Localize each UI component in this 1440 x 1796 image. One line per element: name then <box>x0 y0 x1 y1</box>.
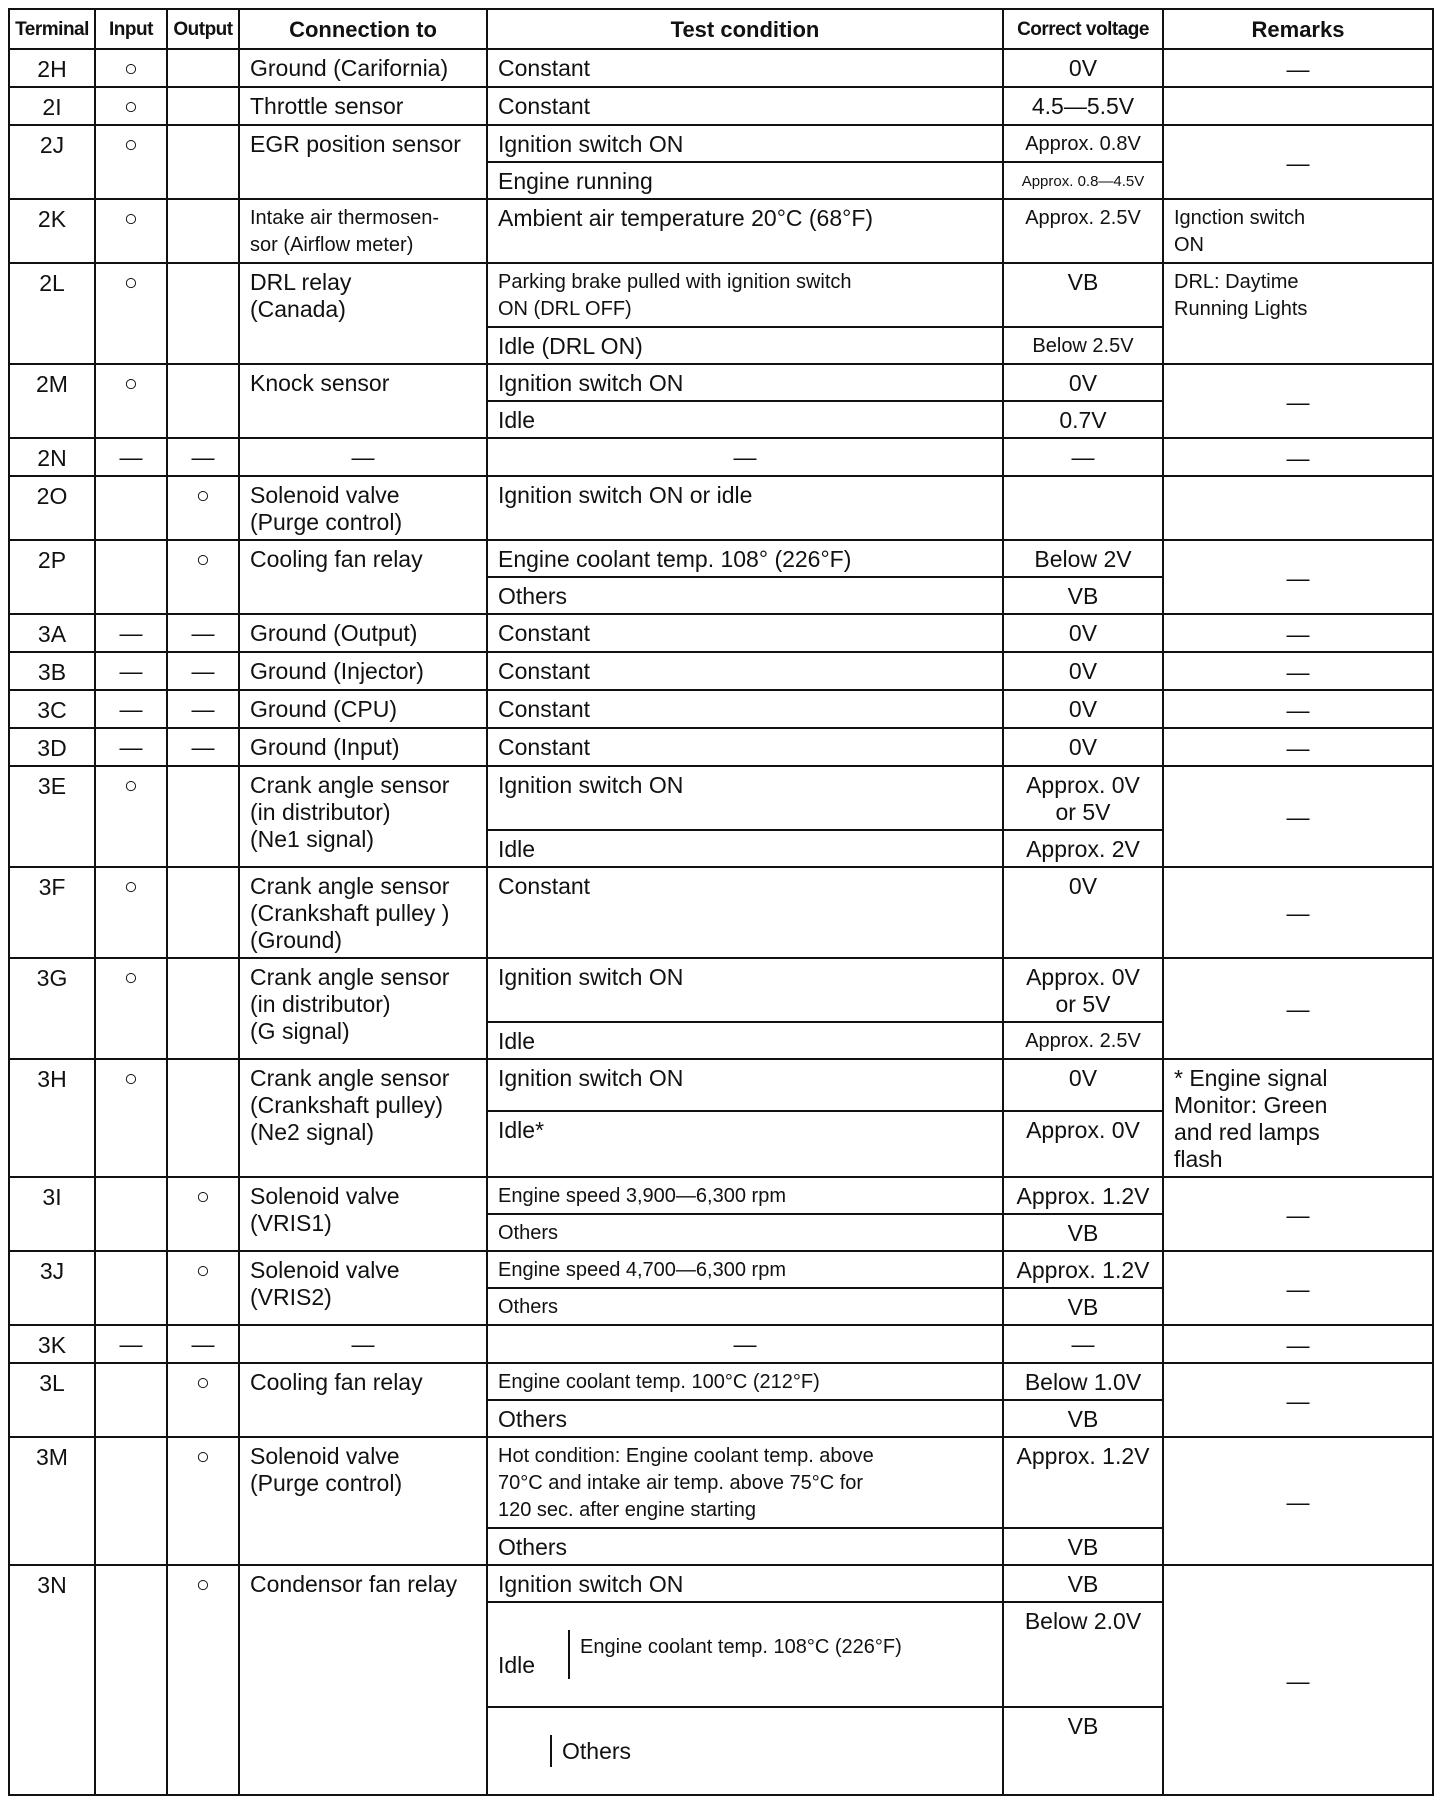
connection-cell: Cooling fan relay <box>239 540 487 614</box>
terminal-cell: 3C <box>9 690 95 728</box>
remarks-cell: DRL: Daytime Running Lights <box>1163 263 1433 364</box>
test-condition-cell: Constant <box>487 867 1003 958</box>
table-row <box>9 690 1433 728</box>
input-header: Input <box>95 9 167 49</box>
test-condition-cell: Idle <box>487 401 1003 438</box>
output-cell <box>167 1059 239 1177</box>
output-cell <box>167 867 239 958</box>
output-cell <box>167 87 239 125</box>
output-cell: — <box>167 438 239 476</box>
header-row <box>9 9 1433 49</box>
voltage-cell: Approx. 0.8—4.5V <box>1003 162 1163 199</box>
table-row <box>9 1363 1433 1400</box>
remarks-cell: — <box>1163 652 1433 690</box>
remarks-cell <box>1163 87 1433 125</box>
test-condition-cell: Others <box>487 577 1003 614</box>
remarks-cell: — <box>1163 438 1433 476</box>
test-condition-split-cell <box>487 1707 1003 1795</box>
remarks-cell: — <box>1163 364 1433 438</box>
output-cell: — <box>167 652 239 690</box>
input-cell: ○ <box>95 125 167 199</box>
output-cell <box>167 49 239 87</box>
terminal-cell: 3M <box>9 1437 95 1565</box>
table-row <box>9 1251 1433 1288</box>
test-condition-cell: Ignition switch ON <box>487 364 1003 401</box>
terminal-cell: 3A <box>9 614 95 652</box>
table-row <box>9 958 1433 1022</box>
table-row <box>9 364 1433 401</box>
output-cell <box>167 958 239 1059</box>
test-condition-cell: Constant <box>487 690 1003 728</box>
terminal-voltage-table <box>8 8 1434 1796</box>
connection-cell: Intake air thermosen- sor (Airflow meter) <box>239 199 487 263</box>
table-row <box>9 766 1433 830</box>
terminal-cell: 2M <box>9 364 95 438</box>
test-condition-cell: Constant <box>487 87 1003 125</box>
terminal-cell: 2O <box>9 476 95 540</box>
voltage-cell: 0V <box>1003 364 1163 401</box>
table-row <box>9 614 1433 652</box>
voltage-cell: 0V <box>1003 614 1163 652</box>
terminal-cell: 3L <box>9 1363 95 1437</box>
voltage-cell: Approx. 2.5V <box>1003 199 1163 263</box>
connection-cell: Solenoid valve (Purge control) <box>239 1437 487 1565</box>
terminal-cell: 3G <box>9 958 95 1059</box>
voltage-cell <box>1003 476 1163 540</box>
idle-condition-1: Engine coolant temp. 108°C (226°F) <box>580 1636 902 1658</box>
terminal-voltage-table-page <box>8 8 1432 1796</box>
terminal-cell: 2I <box>9 87 95 125</box>
output-cell: — <box>167 1325 239 1363</box>
input-cell: ○ <box>95 1059 167 1177</box>
output-cell: ○ <box>167 1177 239 1251</box>
connection-cell: Throttle sensor <box>239 87 487 125</box>
input-cell: — <box>95 614 167 652</box>
remarks-cell: — <box>1163 540 1433 614</box>
input-cell: ○ <box>95 766 167 867</box>
test-condition-cell: Engine running <box>487 162 1003 199</box>
remarks-cell: — <box>1163 49 1433 87</box>
voltage-cell: VB <box>1003 1400 1163 1437</box>
test-condition-cell: Idle <box>487 830 1003 867</box>
test-condition-cell: Idle <box>487 1022 1003 1059</box>
output-cell <box>167 263 239 364</box>
voltage-cell: VB <box>1003 1288 1163 1325</box>
terminal-cell: 3H <box>9 1059 95 1177</box>
table-row <box>9 652 1433 690</box>
terminal-cell: 3N <box>9 1565 95 1795</box>
output-cell: — <box>167 728 239 766</box>
voltage-cell: Below 1.0V <box>1003 1363 1163 1400</box>
test-condition-cell: Ignition switch ON <box>487 958 1003 1022</box>
test-condition-cell: Ignition switch ON <box>487 766 1003 830</box>
remarks-cell: — <box>1163 1363 1433 1437</box>
test-condition-cell: Ignition switch ON <box>487 1565 1003 1602</box>
table-row <box>9 1325 1433 1363</box>
voltage-cell: Approx. 2V <box>1003 830 1163 867</box>
connection-cell: Ground (Carifornia) <box>239 49 487 87</box>
remarks-cell: — <box>1163 867 1433 958</box>
terminal-cell: 3I <box>9 1177 95 1251</box>
input-cell: ○ <box>95 263 167 364</box>
input-cell: — <box>95 728 167 766</box>
test-condition-header: Test condition <box>487 9 1003 49</box>
terminal-cell: 2J <box>9 125 95 199</box>
remarks-cell: — <box>1163 1437 1433 1565</box>
output-cell <box>167 199 239 263</box>
test-condition-cell: Engine coolant temp. 100°C (212°F) <box>487 1363 1003 1400</box>
input-cell <box>95 1251 167 1325</box>
test-condition-cell: Others <box>487 1528 1003 1565</box>
voltage-cell: VB <box>1003 1528 1163 1565</box>
test-condition-cell: Ignition switch ON <box>487 1059 1003 1111</box>
test-condition-cell: Engine coolant temp. 108° (226°F) <box>487 540 1003 577</box>
voltage-cell: Below 2.0V <box>1003 1602 1163 1707</box>
terminal-cell: 2K <box>9 199 95 263</box>
test-condition-cell: Ambient air temperature 20°C (68°F) <box>487 199 1003 263</box>
table-row <box>9 438 1433 476</box>
connection-cell: Ground (Output) <box>239 614 487 652</box>
table-row <box>9 1437 1433 1528</box>
test-condition-cell: Others <box>487 1288 1003 1325</box>
test-condition-cell: — <box>487 438 1003 476</box>
output-cell: ○ <box>167 476 239 540</box>
test-condition-cell: Constant <box>487 652 1003 690</box>
voltage-cell: Below 2V <box>1003 540 1163 577</box>
table-row <box>9 540 1433 577</box>
connection-cell: EGR position sensor <box>239 125 487 199</box>
input-cell: ○ <box>95 87 167 125</box>
remarks-cell: — <box>1163 728 1433 766</box>
input-cell: ○ <box>95 199 167 263</box>
input-cell: ○ <box>95 867 167 958</box>
connection-cell: — <box>239 1325 487 1363</box>
test-condition-cell: Ignition switch ON <box>487 125 1003 162</box>
output-cell: ○ <box>167 540 239 614</box>
voltage-cell: Approx. 0.8V <box>1003 125 1163 162</box>
connection-cell: Ground (Injector) <box>239 652 487 690</box>
input-cell: — <box>95 690 167 728</box>
terminal-cell: 3D <box>9 728 95 766</box>
remarks-header: Remarks <box>1163 9 1433 49</box>
input-cell <box>95 1437 167 1565</box>
voltage-cell: 0V <box>1003 1059 1163 1111</box>
remarks-cell: — <box>1163 125 1433 199</box>
test-condition-split-cell <box>487 1602 1003 1707</box>
voltage-cell: VB <box>1003 577 1163 614</box>
voltage-cell: 0V <box>1003 690 1163 728</box>
test-condition-cell: Idle (DRL ON) <box>487 327 1003 364</box>
idle-condition-2: Others <box>562 1738 632 1764</box>
terminal-cell: 3K <box>9 1325 95 1363</box>
connection-cell: Crank angle sensor (in distributor) (G signal) <box>239 958 487 1059</box>
terminal-cell: 3B <box>9 652 95 690</box>
remarks-cell: — <box>1163 1325 1433 1363</box>
connection-cell: Cooling fan relay <box>239 1363 487 1437</box>
table-row <box>9 1059 1433 1111</box>
voltage-cell: Approx. 1.2V <box>1003 1437 1163 1528</box>
table-row <box>9 1177 1433 1214</box>
output-cell <box>167 125 239 199</box>
output-cell <box>167 364 239 438</box>
terminal-cell: 3E <box>9 766 95 867</box>
voltage-cell: 4.5—5.5V <box>1003 87 1163 125</box>
table-row <box>9 476 1433 540</box>
remarks-cell: — <box>1163 958 1433 1059</box>
input-cell: — <box>95 652 167 690</box>
output-cell: ○ <box>167 1363 239 1437</box>
voltage-cell: 0V <box>1003 728 1163 766</box>
test-condition-cell: Constant <box>487 49 1003 87</box>
terminal-header: Terminal <box>9 9 95 49</box>
table-row <box>9 87 1433 125</box>
voltage-cell: Approx. 1.2V <box>1003 1251 1163 1288</box>
input-cell: ○ <box>95 958 167 1059</box>
table-row <box>9 125 1433 162</box>
table-row <box>9 49 1433 87</box>
table-row <box>9 728 1433 766</box>
input-cell: ○ <box>95 364 167 438</box>
input-cell <box>95 1565 167 1795</box>
remarks-cell: — <box>1163 1251 1433 1325</box>
test-condition-cell: Idle* <box>487 1111 1003 1177</box>
voltage-cell: 0V <box>1003 49 1163 87</box>
voltage-cell: VB <box>1003 263 1163 327</box>
output-cell: ○ <box>167 1251 239 1325</box>
table-row <box>9 1565 1433 1602</box>
connection-cell: Ground (CPU) <box>239 690 487 728</box>
voltage-cell: Approx. 2.5V <box>1003 1022 1163 1059</box>
remarks-cell: — <box>1163 766 1433 867</box>
correct-voltage-header: Correct voltage <box>1003 9 1163 49</box>
connection-cell: Ground (Input) <box>239 728 487 766</box>
connection-cell: Crank angle sensor (Crankshaft pulley ) (Ground) <box>239 867 487 958</box>
connection-cell: Knock sensor <box>239 364 487 438</box>
test-condition-cell: Others <box>487 1214 1003 1251</box>
connection-cell: Solenoid valve (VRIS2) <box>239 1251 487 1325</box>
connection-header: Connection to <box>239 9 487 49</box>
test-condition-cell: Engine speed 4,700—6,300 rpm <box>487 1251 1003 1288</box>
test-condition-cell: — <box>487 1325 1003 1363</box>
table-row <box>9 867 1433 958</box>
voltage-cell: 0V <box>1003 867 1163 958</box>
remarks-cell: * Engine signal Monitor: Green and red lamps flash <box>1163 1059 1433 1177</box>
remarks-cell: — <box>1163 1177 1433 1251</box>
test-condition-cell: Engine speed 3,900—6,300 rpm <box>487 1177 1003 1214</box>
input-cell: — <box>95 438 167 476</box>
connection-cell: DRL relay (Canada) <box>239 263 487 364</box>
test-condition-cell: Constant <box>487 728 1003 766</box>
voltage-cell: Approx. 0V or 5V <box>1003 766 1163 830</box>
voltage-cell: Approx. 1.2V <box>1003 1177 1163 1214</box>
idle-label-continued <box>488 1735 552 1767</box>
terminal-cell: 2L <box>9 263 95 364</box>
output-header: Output <box>167 9 239 49</box>
voltage-cell: 0V <box>1003 652 1163 690</box>
remarks-cell <box>1163 476 1433 540</box>
voltage-cell: — <box>1003 438 1163 476</box>
terminal-cell: 2P <box>9 540 95 614</box>
output-cell: — <box>167 614 239 652</box>
input-cell: — <box>95 1325 167 1363</box>
idle-split-lower <box>488 1735 1002 1767</box>
voltage-cell: VB <box>1003 1707 1163 1795</box>
voltage-cell: Approx. 0V <box>1003 1111 1163 1177</box>
test-condition-cell: Constant <box>487 614 1003 652</box>
voltage-cell: 0.7V <box>1003 401 1163 438</box>
remarks-cell: — <box>1163 614 1433 652</box>
connection-cell: Solenoid valve (VRIS1) <box>239 1177 487 1251</box>
table-row <box>9 199 1433 263</box>
output-cell: ○ <box>167 1437 239 1565</box>
terminal-cell: 2N <box>9 438 95 476</box>
output-cell: — <box>167 690 239 728</box>
output-cell <box>167 766 239 867</box>
test-condition-cell: Hot condition: Engine coolant temp. above 70°C and intake air temp. above 75°C for 120 sec. after engine starting <box>487 1437 1003 1528</box>
test-condition-cell: Parking brake pulled with ignition switch ON (DRL OFF) <box>487 263 1003 327</box>
remarks-cell: Ignction switch ON <box>1163 199 1433 263</box>
connection-cell: Condensor fan relay <box>239 1565 487 1795</box>
input-cell <box>95 1177 167 1251</box>
idle-label: Idle <box>488 1630 570 1679</box>
idle-split <box>488 1630 1002 1679</box>
voltage-cell: VB <box>1003 1214 1163 1251</box>
test-condition-cell: Others <box>487 1400 1003 1437</box>
terminal-cell: 2H <box>9 49 95 87</box>
voltage-cell: Below 2.5V <box>1003 327 1163 364</box>
connection-cell: Crank angle sensor (in distributor) (Ne1 signal) <box>239 766 487 867</box>
voltage-cell: — <box>1003 1325 1163 1363</box>
output-cell: ○ <box>167 1565 239 1795</box>
connection-cell: — <box>239 438 487 476</box>
table-row <box>9 263 1433 327</box>
connection-cell: Crank angle sensor (Crankshaft pulley) (Ne2 signal) <box>239 1059 487 1177</box>
input-cell: ○ <box>95 49 167 87</box>
terminal-cell: 3J <box>9 1251 95 1325</box>
remarks-cell: — <box>1163 690 1433 728</box>
test-condition-cell: Ignition switch ON or idle <box>487 476 1003 540</box>
voltage-cell: VB <box>1003 1565 1163 1602</box>
input-cell <box>95 1363 167 1437</box>
terminal-cell: 3F <box>9 867 95 958</box>
input-cell <box>95 476 167 540</box>
voltage-cell: Approx. 0V or 5V <box>1003 958 1163 1022</box>
input-cell <box>95 540 167 614</box>
connection-cell: Solenoid valve (Purge control) <box>239 476 487 540</box>
remarks-cell: — <box>1163 1565 1433 1795</box>
